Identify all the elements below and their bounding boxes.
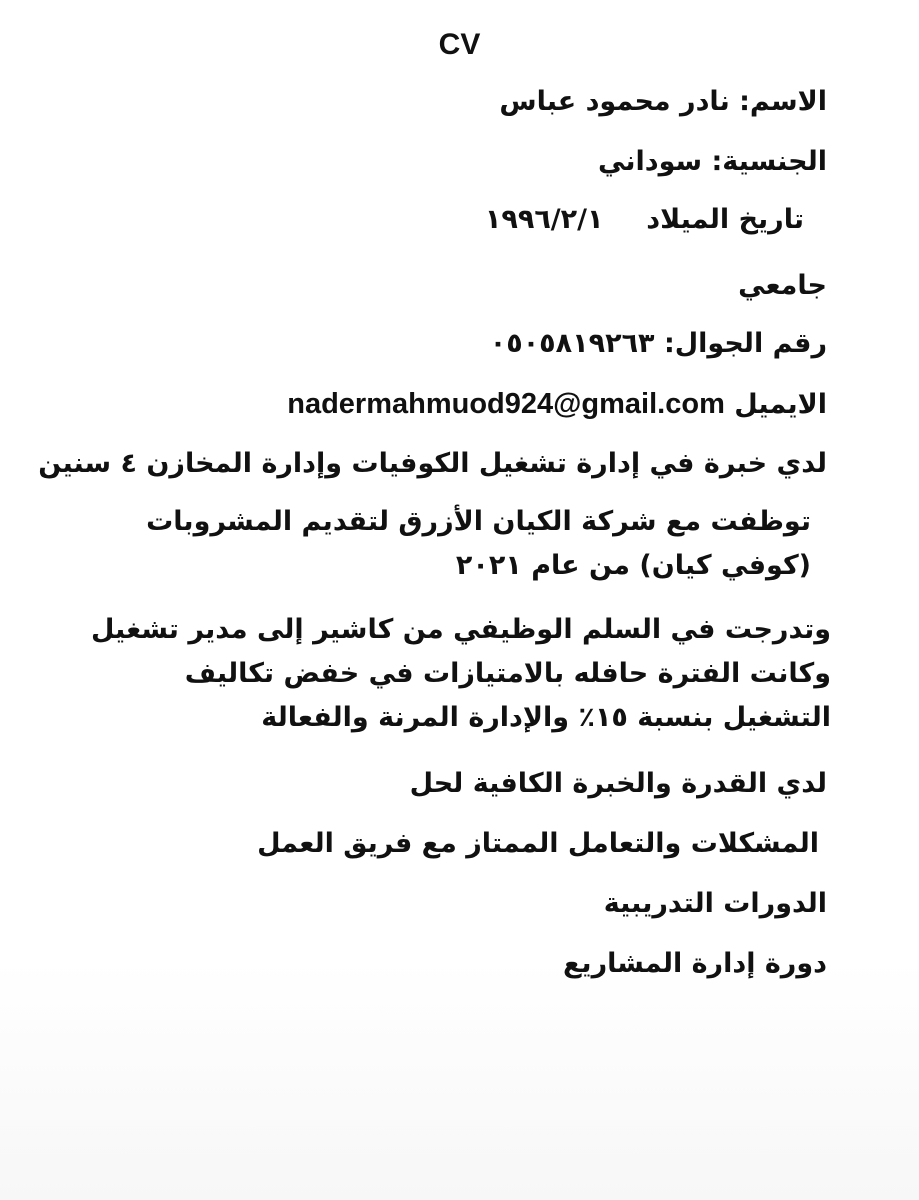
birth-label: تاريخ الميلاد: [646, 204, 804, 235]
phone-number: ٠٥٠٥٨١٩٢٦٣: [489, 328, 655, 359]
phone-line: [490, 324, 827, 364]
email-label: الايميل: [734, 389, 827, 420]
experience-line: لدي خبرة في إدارة تشغيل الكوفيات وإدارة المخازن ٤ سنين: [38, 448, 827, 479]
email-line: [287, 384, 827, 425]
ability-line-1: لدي القدرة والخبرة الكافية لحل: [409, 768, 827, 799]
course-item: دورة إدارة المشاريع: [562, 948, 827, 979]
employment-paragraph: توظفت مع شركة الكيان الأزرق لتقديم المشروبات (كوفي كيان) من عام ٢٠٢١: [146, 506, 811, 581]
education-line: جامعي: [738, 270, 827, 301]
name-line: الاسم: نادر محمود عباس: [499, 86, 827, 117]
phone-label: رقم الجوال:: [663, 328, 827, 359]
progression-paragraph: وتدرجت في السلم الوظيفي من كاشير إلى مدير تشغيل وكانت الفترة حافله بالامتيازات في خفض تكاليف التشغيل بنسبة ١٥٪ والإدارة المرنة والفعالة: [90, 614, 831, 733]
birth-date-line: [485, 200, 804, 240]
courses-heading: الدورات التدريبية: [603, 888, 827, 919]
email-address: nadermahmuod924@gmail.com: [287, 388, 725, 420]
nationality-line: الجنسية: سوداني: [598, 146, 827, 177]
ability-line-2: المشكلات والتعامل الممتاز مع فريق العمل: [257, 828, 819, 859]
birth-date-value: ١٩٩٦/٢/١: [484, 204, 604, 235]
page-title: CV: [438, 28, 481, 61]
